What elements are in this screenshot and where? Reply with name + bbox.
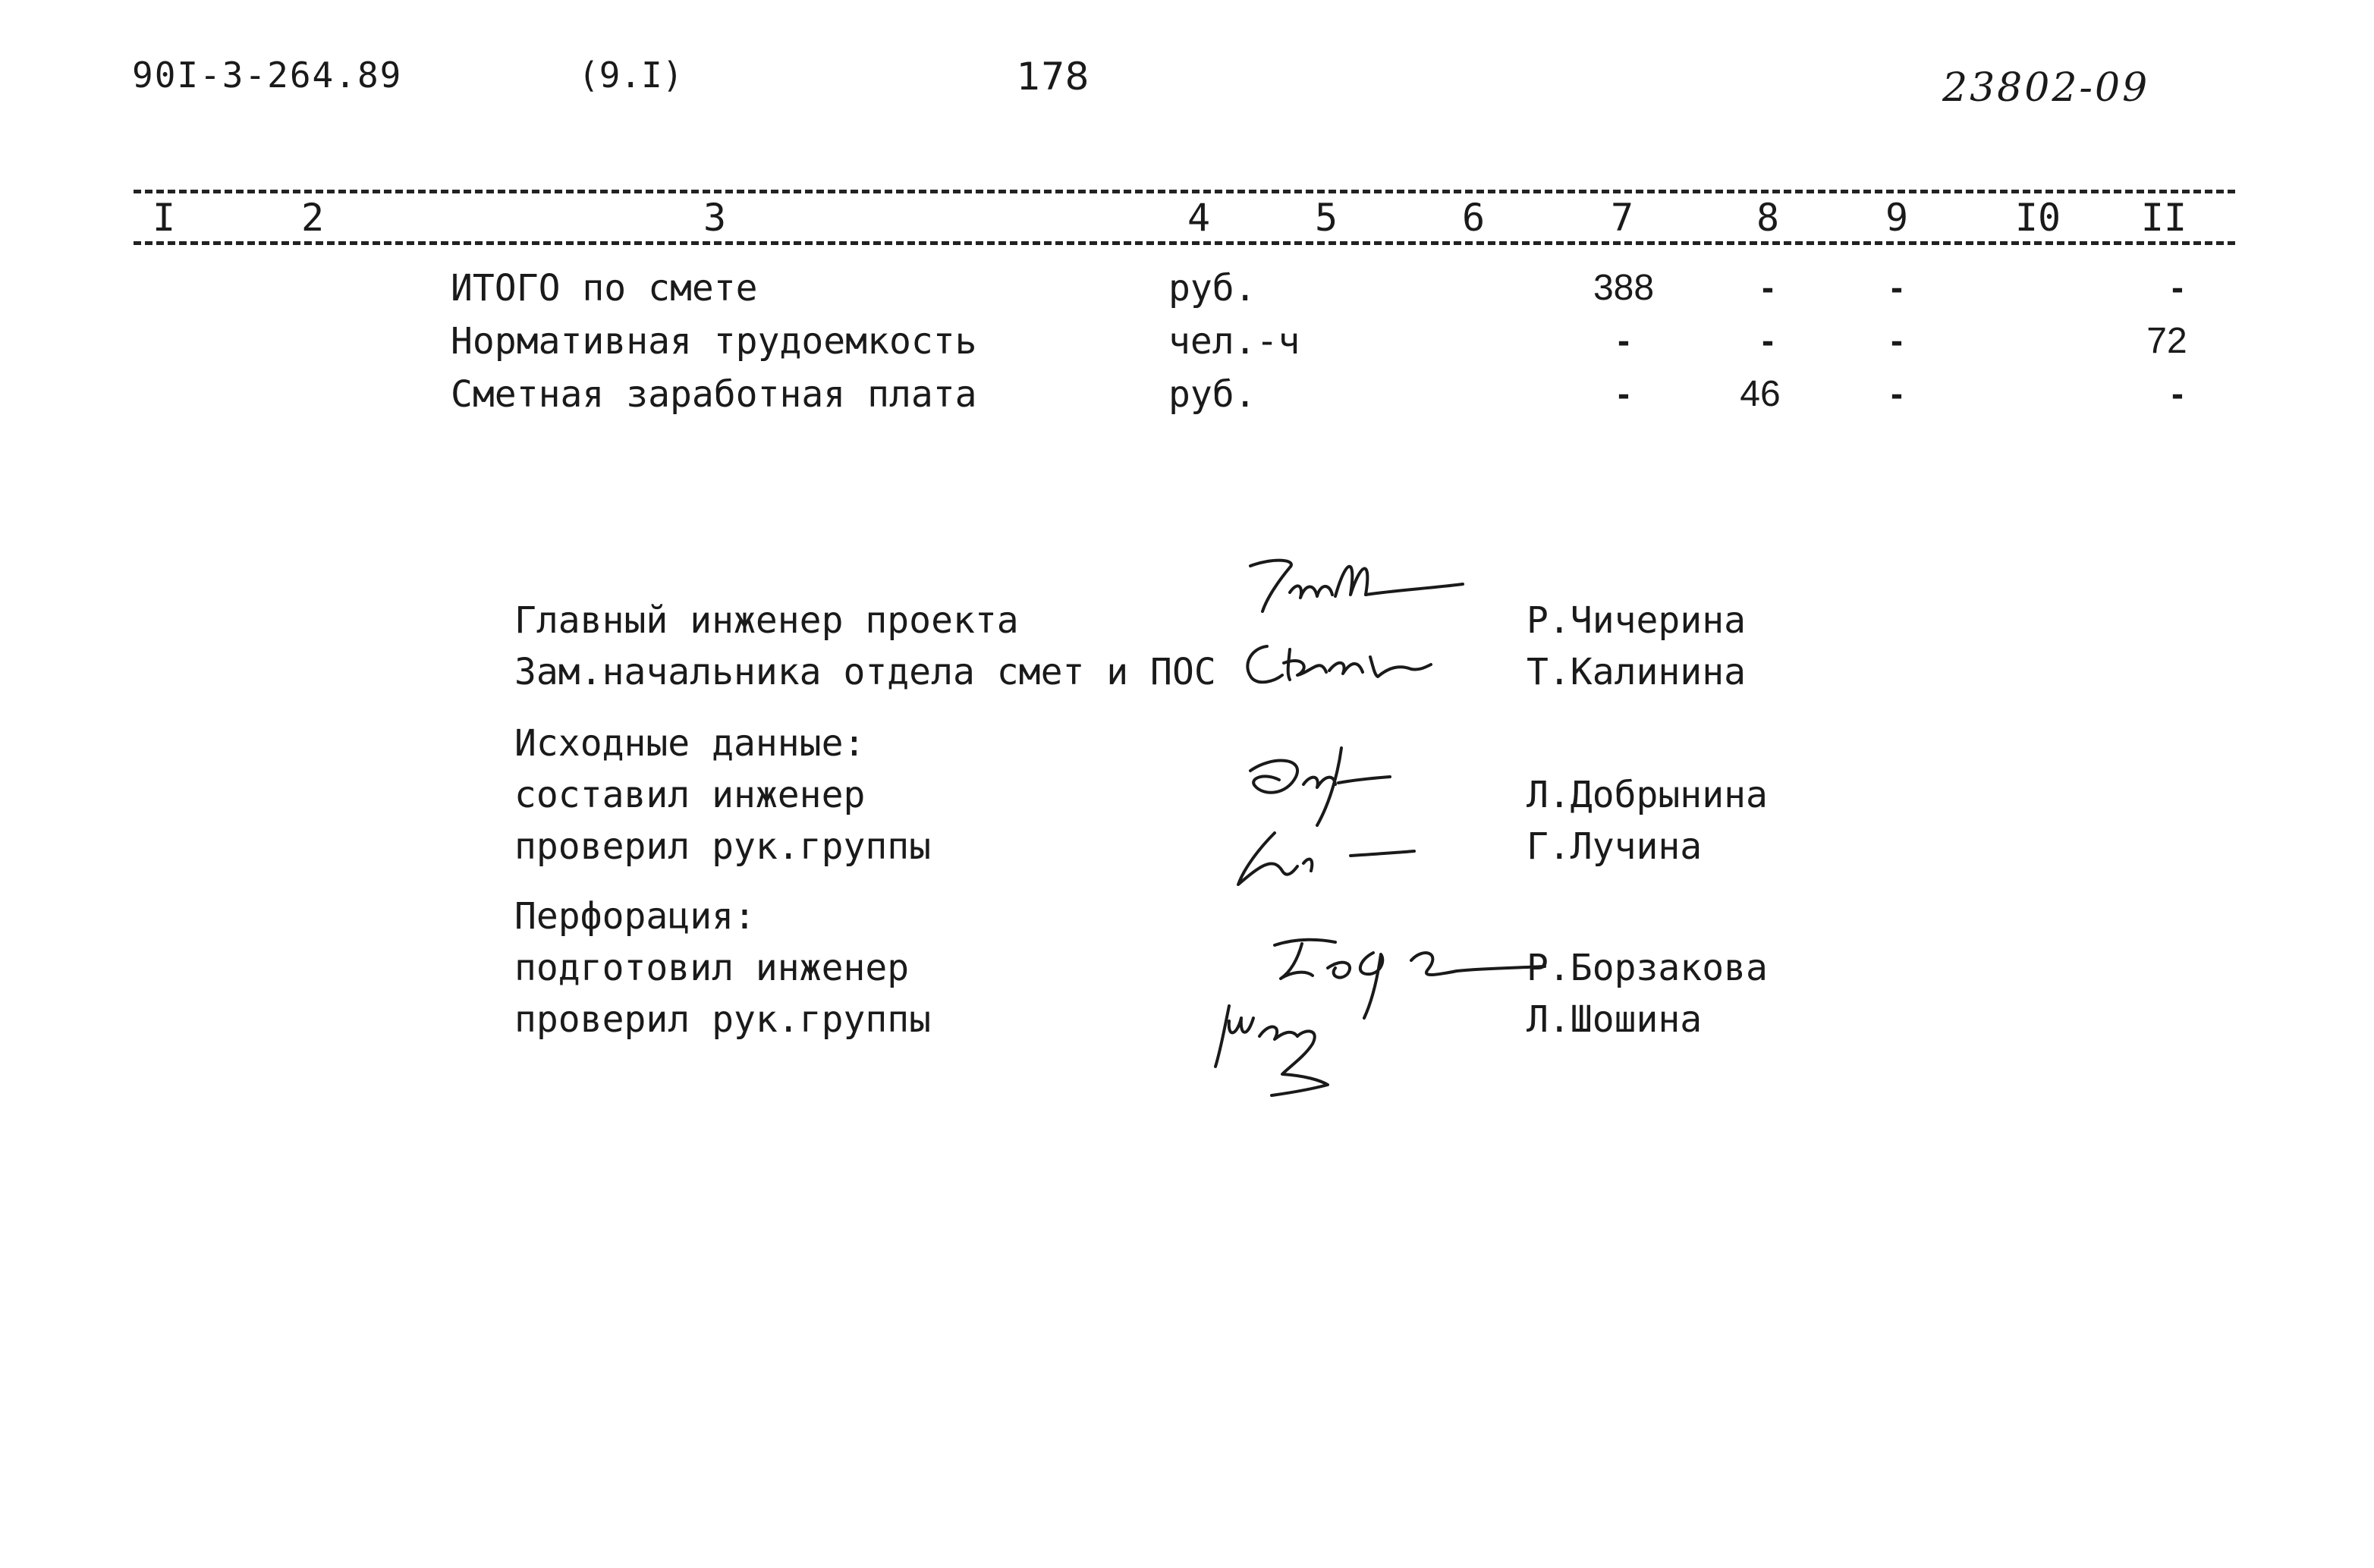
signature-luchina bbox=[1229, 825, 1426, 894]
row-unit: чел.-ч bbox=[1168, 320, 1300, 363]
column-number-9: 9 bbox=[1885, 196, 1909, 240]
checked-name: Г.Лучина bbox=[1527, 825, 1703, 868]
column-number-2: 2 bbox=[300, 196, 325, 240]
row-col7: - bbox=[1618, 374, 1630, 414]
signature-chicherina bbox=[1244, 551, 1472, 627]
page-number: 178 bbox=[1017, 55, 1090, 99]
row-col8: - bbox=[1762, 268, 1774, 308]
archive-number: 23802-09 bbox=[1942, 65, 2150, 111]
row-col7: - bbox=[1618, 321, 1630, 361]
row-col11: - bbox=[2171, 374, 2184, 414]
row-name: Нормативная трудоемкость bbox=[451, 320, 977, 363]
row-name: ИТОГО по смете bbox=[451, 267, 758, 310]
row-name: Сметная заработная плата bbox=[451, 373, 977, 416]
row-col7: 388 bbox=[1593, 268, 1655, 308]
prepared-name: Р.Борзакова bbox=[1527, 947, 1768, 989]
column-number-3: 3 bbox=[703, 196, 727, 240]
compiled-title: составил инженер bbox=[514, 774, 866, 816]
table-header-top-rule bbox=[134, 190, 2235, 193]
source-data-heading: Исходные данные: bbox=[514, 722, 866, 765]
section-number: (9.I) bbox=[578, 55, 684, 96]
perforation-heading: Перфорация: bbox=[514, 895, 756, 938]
checked-title: проверил рук.группы bbox=[514, 825, 932, 868]
chief-engineer-name: Р.Чичерина bbox=[1527, 599, 1746, 642]
row-col8: - bbox=[1762, 321, 1774, 361]
checked-name: Л.Шошина bbox=[1527, 998, 1703, 1041]
row-col11: 72 bbox=[2146, 321, 2187, 361]
column-number-1: I bbox=[152, 196, 176, 240]
row-unit: руб. bbox=[1168, 267, 1256, 310]
column-number-5: 5 bbox=[1314, 196, 1338, 240]
signature-dobrynina bbox=[1241, 740, 1408, 831]
deputy-head-name: Т.Калинина bbox=[1527, 651, 1746, 693]
column-number-6: 6 bbox=[1461, 196, 1486, 240]
table-header-bottom-rule bbox=[134, 241, 2235, 245]
column-number-11: II bbox=[2140, 196, 2187, 240]
deputy-head-title: Зам.начальника отдела смет и ПОС bbox=[514, 651, 1216, 693]
row-col11: - bbox=[2171, 268, 2184, 308]
document-code: 90I-3-264.89 bbox=[132, 55, 403, 96]
column-number-4: 4 bbox=[1187, 196, 1211, 240]
chief-engineer-title: Главный инженер проекта bbox=[514, 599, 1019, 642]
column-number-10: I0 bbox=[2014, 196, 2061, 240]
row-col9: - bbox=[1891, 374, 1903, 414]
compiled-name: Л.Добрынина bbox=[1527, 774, 1768, 816]
row-col9: - bbox=[1891, 321, 1903, 361]
checked-title: проверил рук.группы bbox=[514, 998, 932, 1041]
row-col8: 46 bbox=[1740, 374, 1781, 414]
signature-kalinina bbox=[1237, 634, 1442, 695]
row-unit: руб. bbox=[1168, 373, 1256, 416]
column-number-8: 8 bbox=[1756, 196, 1780, 240]
row-col9: - bbox=[1891, 268, 1903, 308]
column-number-7: 7 bbox=[1610, 196, 1634, 240]
signature-shoshina bbox=[1206, 991, 1358, 1097]
prepared-title: подготовил инженер bbox=[514, 947, 910, 989]
